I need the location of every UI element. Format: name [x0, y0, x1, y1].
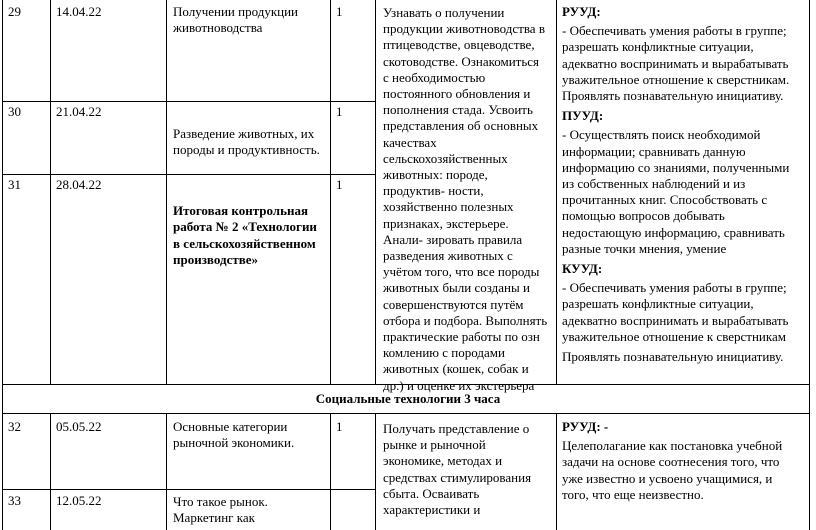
row-29-date: 14.04.22: [56, 4, 102, 19]
text-line: рынке и рыночной: [383, 437, 486, 453]
text-line: продукции животноводства в: [383, 21, 545, 37]
text-line: комлению с породами: [383, 345, 505, 361]
text-line: признаках, экстерьере.: [383, 215, 509, 231]
text-line: качествах: [383, 134, 437, 150]
grid-vline: [2, 0, 3, 385]
text-line: сельскохозяйственных: [383, 150, 508, 166]
row-32-hours: 1: [336, 419, 343, 434]
text-line: того, что еще неизвестно.: [562, 486, 704, 502]
text-line: информацию со знаниями, полученными: [562, 159, 790, 175]
text-line: разные точки мнения, умение: [562, 240, 727, 256]
grid-vline: [556, 0, 557, 385]
text-line: скотоводстве. Ознакомиться: [383, 53, 540, 69]
text-line: др.) и оценке их экстерьера: [383, 377, 535, 393]
text-line: представления об основных: [383, 118, 539, 134]
uud-tail-line: Проявлять познавательную инициативу.: [562, 349, 784, 365]
row-30-date: 21.04.22: [56, 104, 102, 119]
row-30-number: 30: [8, 104, 21, 119]
text-line: отбора и подбора. Выполнять: [383, 312, 548, 328]
text-line: сбыта. Осваивать: [383, 485, 480, 501]
text-line: - Осуществлять поиск необходимой: [562, 127, 761, 143]
text-line: уже известно и усвоено учащимися, и: [562, 470, 773, 486]
row-29-number: 29: [8, 4, 21, 19]
row-32-topic: Основные категории рыночной экономики.: [173, 419, 295, 451]
text-line: практические работы по озн: [383, 329, 540, 345]
text-line: - Обеспечивать умения работы в группе;: [562, 23, 787, 39]
uud-description-bottom: [562, 419, 782, 503]
text-line: уважительное отношение к сверстникам: [562, 328, 787, 344]
section-title: Социальные технологии 3 часа: [315, 391, 501, 406]
text-line: Узнавать о получении: [383, 5, 505, 20]
grid-hline: [2, 174, 376, 175]
kuud-header: КУУД:: [562, 261, 603, 277]
text-line: уважительное отношение к сверстникам.: [562, 71, 790, 87]
text-line: Получать представление о: [383, 421, 530, 436]
uud-description-top: [562, 4, 789, 365]
text-line: адекватно воспринимать и вырабатывать: [562, 312, 789, 328]
text-line: разрешать конфликтные ситуации,: [562, 39, 754, 55]
text-line: постоянного обновления и: [383, 86, 531, 102]
grid-hline: [2, 489, 376, 490]
text-line: животных были созданы и: [383, 280, 530, 296]
text-line: совершенствуются путём: [383, 296, 524, 312]
text-line: учётом того, что все породы: [383, 264, 540, 280]
row-33-number: 33: [8, 493, 21, 508]
ruud-text: [562, 23, 789, 104]
puud-header: ПУУД:: [562, 108, 604, 124]
row-32-date: 05.05.22: [56, 419, 102, 434]
grid-hline: [2, 101, 376, 102]
text-line: разрешать конфликтные ситуации,: [562, 296, 754, 312]
text-line: продуктив- ности,: [383, 183, 484, 199]
text-line: помощью вопросов добывать: [562, 208, 725, 224]
grid-vline: [375, 413, 376, 530]
grid-vline: [330, 0, 331, 385]
grid-vline: [330, 413, 331, 530]
ruud-header: РУУД:: [562, 4, 601, 19]
grid-vline: [375, 0, 376, 385]
row-31-hours: 1: [336, 177, 343, 192]
row-31-topic: Итоговая контрольная работа № 2 «Технологии в сельскохозяйственном производстве»: [173, 203, 317, 268]
grid-vline: [166, 413, 167, 530]
ruud-bottom-header: РУУД: -: [562, 419, 609, 434]
row-31-number: 31: [8, 177, 21, 192]
row-30-topic: Разведение животных, их породы и продуктивность.: [173, 126, 320, 158]
text-line: прочитанных книг. Способствовать с: [562, 192, 768, 208]
text-line: животных (кошек, собак и: [383, 361, 529, 377]
text-line: животных: породе,: [383, 167, 488, 183]
puud-text: [562, 127, 789, 257]
grid-vline: [556, 413, 557, 530]
row-29-topic: Получении продукции животноводства: [173, 4, 299, 36]
text-line: пополнения стада. Усвоить: [383, 102, 533, 118]
text-line: с необходимостью: [383, 69, 486, 85]
text-line: Проявлять познавательную инициативу.: [562, 88, 784, 104]
text-line: задачи на основе соотнесения того, что: [562, 454, 780, 470]
activity-description-top: [383, 5, 547, 394]
text-line: птицеводстве, овцеводстве,: [383, 37, 535, 53]
grid-vline: [809, 413, 810, 530]
text-line: характеристики и: [383, 502, 481, 518]
row-33-topic: Что такое рынок. Маркетинг как: [173, 494, 268, 526]
activity-description-bottom: [383, 421, 531, 518]
text-line: Анали- зировать правила: [383, 231, 523, 247]
grid-vline: [50, 413, 51, 530]
row-32-number: 32: [8, 419, 21, 434]
text-line: из собственных наблюдений и из: [562, 176, 746, 192]
text-line: информации; сравнивать данную: [562, 143, 746, 159]
text-line: экономике, методах и: [383, 453, 503, 469]
text-line: хозяйственно полезных: [383, 199, 514, 215]
grid-vline: [2, 413, 3, 530]
text-line: адекватно воспринимать и вырабатывать: [562, 55, 789, 71]
text-line: разведения животных с: [383, 248, 513, 264]
grid-vline: [809, 0, 810, 385]
grid-vline: [166, 0, 167, 385]
text-line: недостающую информацию, сравнивать: [562, 224, 785, 240]
grid-hline: [2, 413, 810, 414]
text-line: средствах стимулирования: [383, 469, 532, 485]
text-line: - Обеспечивать умения работы в группе;: [562, 280, 787, 296]
ruud-bottom-text: [562, 438, 782, 503]
text-line: Целеполагание как постановка учебной: [562, 438, 783, 454]
row-29-hours: 1: [336, 4, 343, 19]
row-33-date: 12.05.22: [56, 493, 102, 508]
row-31-date: 28.04.22: [56, 177, 102, 192]
grid-vline: [50, 0, 51, 385]
row-30-hours: 1: [336, 104, 343, 119]
kuud-text: [562, 280, 789, 345]
